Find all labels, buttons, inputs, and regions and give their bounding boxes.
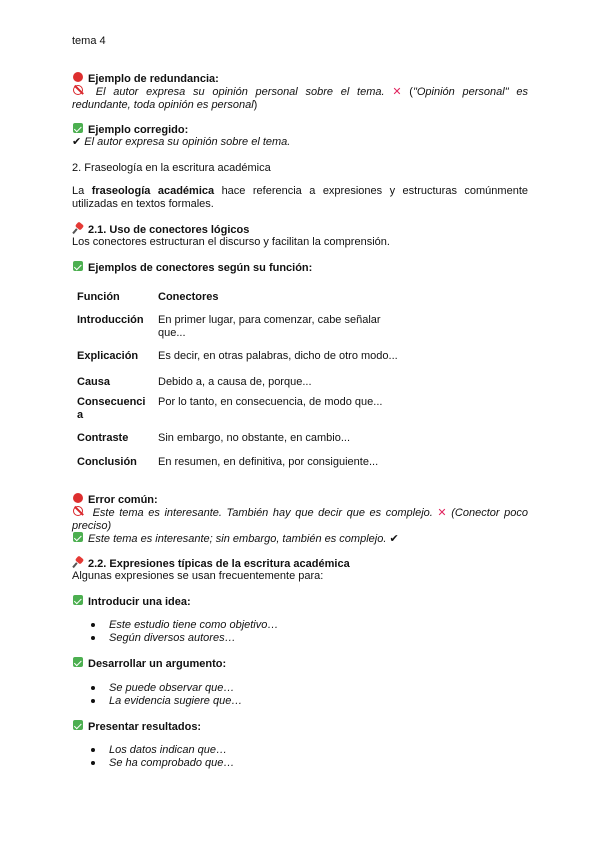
red-circle-icon	[72, 72, 85, 83]
connectors-cell: Sin embargo, no obstante, en cambio...	[158, 432, 351, 444]
intro-paragraph: La fraseología académica hace referencia a expresiones y estructuras comúnmente utilizadas en textos formales.	[72, 185, 528, 210]
expression-list	[72, 744, 234, 770]
examples-title: Ejemplos de conectores según su función:	[72, 261, 528, 275]
group-title: Presentar resultados:	[72, 720, 528, 734]
corrected-example: ✔ El autor expresa su opinión sobre el tema.	[72, 136, 291, 148]
table-header-cell: Conectores	[158, 291, 219, 303]
corrected-title: Ejemplo corregido:	[72, 123, 528, 137]
list-item: Según diversos autores…	[72, 632, 278, 645]
expression-list	[72, 682, 242, 708]
function-cell: Conclusión	[77, 456, 137, 468]
table-row	[72, 376, 413, 396]
check-mark-icon	[72, 595, 85, 606]
check-mark-icon	[72, 720, 85, 731]
red-circle-icon	[72, 493, 85, 504]
connectors-cell: Por lo tanto, en consecuencia, de modo que...	[158, 396, 383, 408]
redundancy-title: Ejemplo de redundancia:	[72, 72, 528, 86]
pushpin-icon	[72, 557, 85, 568]
expression-list	[72, 619, 278, 645]
prohibited-icon	[72, 506, 85, 517]
function-cell: Introducción	[77, 314, 144, 326]
error-right-example: Este tema es interesante; sin embargo, también es complejo. ✔	[72, 532, 528, 546]
list-item: La evidencia sugiere que…	[72, 695, 242, 708]
table-header-row	[72, 291, 413, 314]
list-item: Este estudio tiene como objetivo…	[72, 619, 278, 632]
connectors-cell: En primer lugar, para comenzar, cabe señalar que...	[158, 314, 381, 339]
list-item: Los datos indican que…	[72, 744, 234, 757]
subsection-desc-2-2: Algunas expresiones se usan frecuentemente para:	[72, 570, 324, 582]
connectors-cell: En resumen, en definitiva, por consiguiente...	[158, 456, 379, 468]
connectors-cell: Es decir, en otras palabras, dicho de otro modo...	[158, 350, 398, 362]
subsection-title-2-2: 2.2. Expresiones típicas de la escritura académica	[72, 557, 528, 571]
section-heading: 2. Fraseología en la escritura académica	[72, 162, 271, 174]
check-mark-icon	[72, 532, 85, 543]
list-item: Se puede observar que…	[72, 682, 242, 695]
heavy-check-icon: ✔	[72, 136, 82, 148]
prohibited-icon	[72, 85, 85, 96]
function-cell: Causa	[77, 376, 111, 388]
connectors-table	[72, 291, 413, 476]
cross-mark-icon: ✕	[392, 86, 402, 98]
page-header: tema 4	[72, 35, 106, 47]
table-row	[72, 314, 413, 350]
group-title: Introducir una idea:	[72, 595, 528, 609]
function-cell: Explicación	[77, 350, 139, 362]
connectors-cell: Debido a, a causa de, porque...	[158, 376, 312, 388]
table-row	[72, 432, 413, 456]
redundancy-example: El autor expresa su opinión personal sobre el tema. ✕ ("Opinión personal" es redundante, toda opinión es personal)	[72, 86, 528, 111]
error-wrong-example: Este tema es interesante. También hay que decir que es complejo. ✕ (Conector poco preciso)	[72, 507, 528, 532]
table-row	[72, 350, 413, 376]
function-cell: Consecuencia	[77, 396, 146, 421]
subsection-desc-2-1: Los conectores estructuran el discurso y facilitan la comprensión.	[72, 236, 390, 248]
pushpin-icon	[72, 223, 85, 234]
function-cell: Contraste	[77, 432, 129, 444]
subsection-title-2-1: 2.1. Uso de conectores lógicos	[72, 223, 528, 237]
heavy-check-icon: ✔	[389, 533, 399, 545]
check-mark-icon	[72, 657, 85, 668]
table-header-cell: Función	[77, 291, 120, 303]
table-row	[72, 456, 413, 476]
list-item: Se ha comprobado que…	[72, 757, 234, 770]
error-title: Error común:	[72, 493, 528, 507]
table-row	[72, 396, 413, 432]
group-title: Desarrollar un argumento:	[72, 657, 528, 671]
check-mark-icon	[72, 123, 85, 134]
check-mark-icon	[72, 261, 85, 272]
cross-mark-icon: ✕	[437, 507, 447, 519]
